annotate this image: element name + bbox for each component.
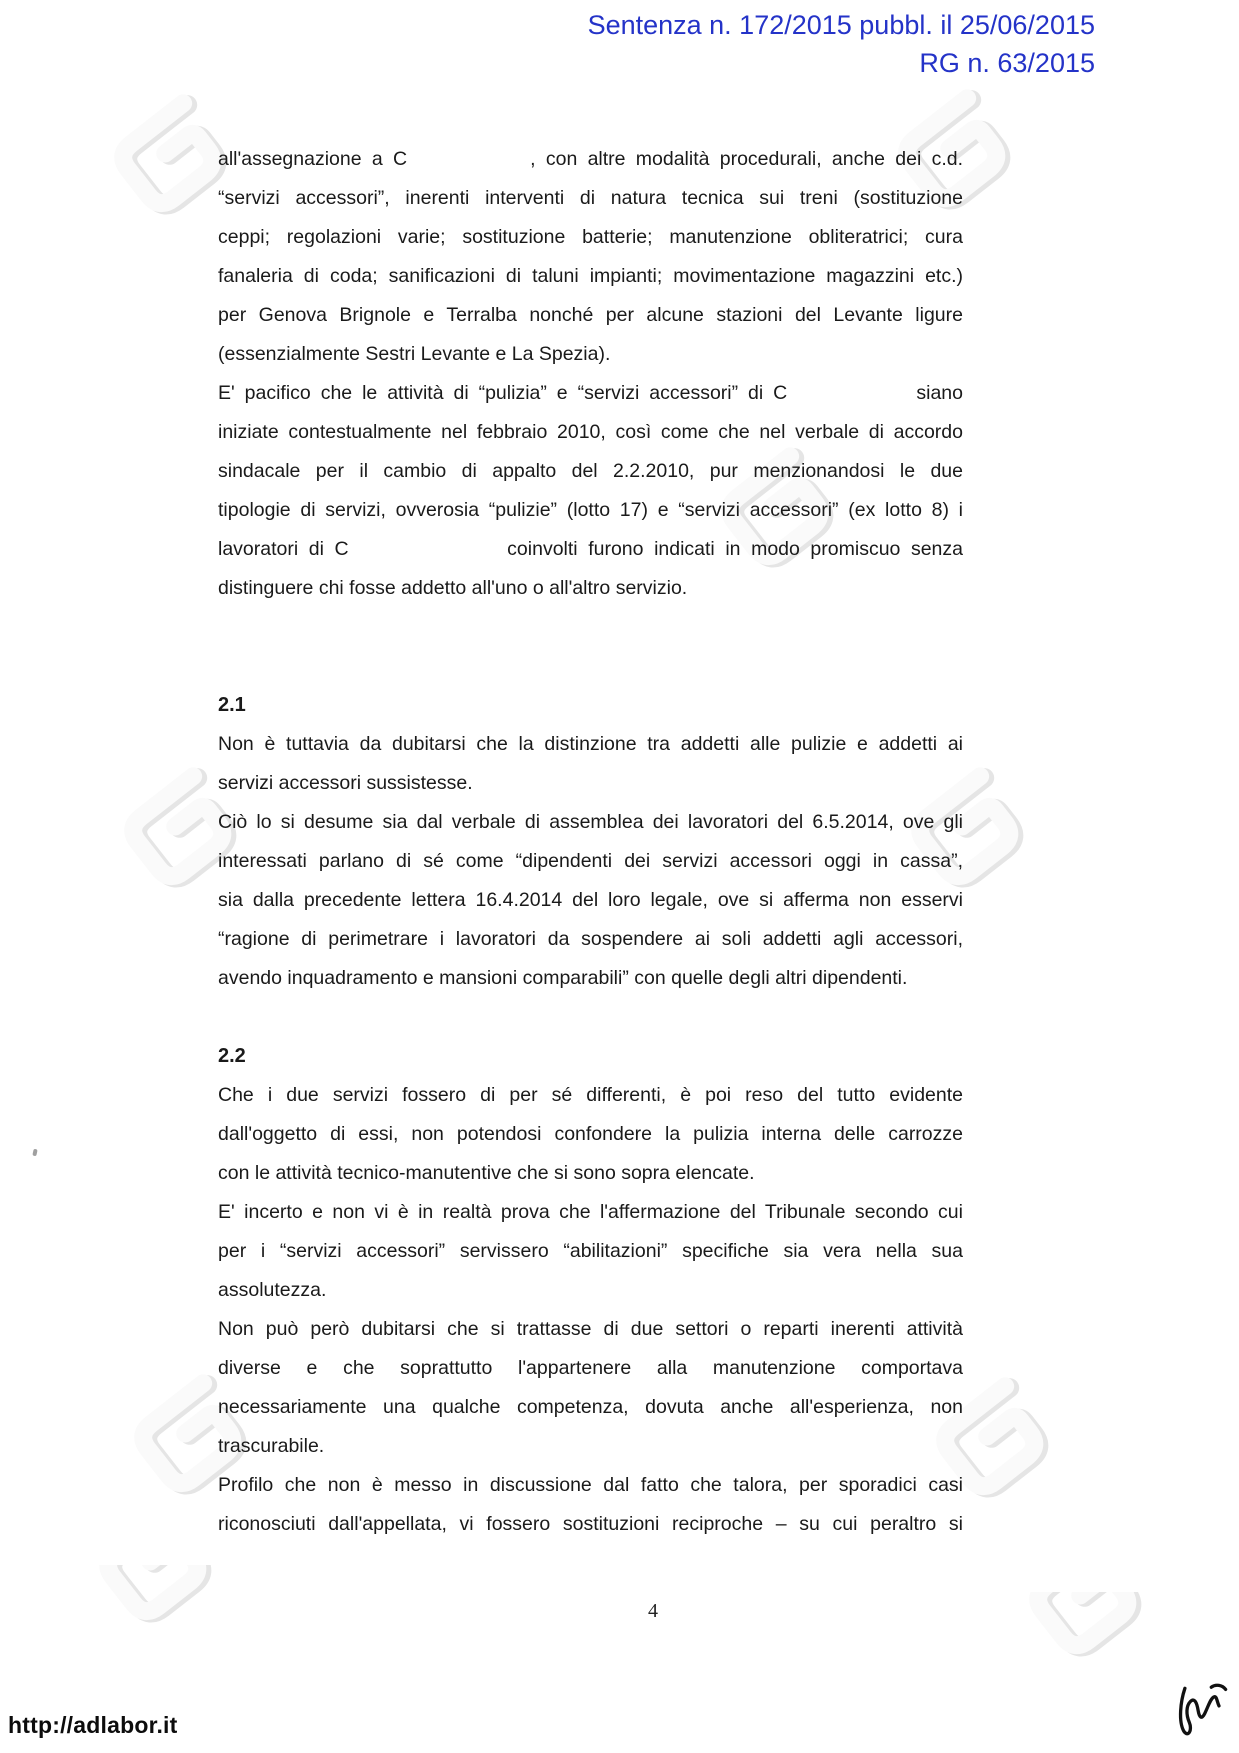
page-number: 4 (648, 1600, 658, 1622)
text-line: “servizi accessori”, inerenti interventi di natura tecnica sui treni (sostituzione (218, 187, 963, 209)
scan-speck (32, 1149, 37, 1157)
text-line: diverse e che soprattutto l'appartenere alla manutenzione comportava (218, 1357, 963, 1379)
text-line: per Genova Brignole e Terralba nonché per alcune stazioni del Levante ligure (218, 304, 963, 326)
sentenza-number-line: Sentenza n. 172/2015 pubbl. il 25/06/2015 (587, 10, 1095, 40)
court-stamp-header (588, 6, 1095, 82)
text-line: fanaleria di coda; sanificazioni di taluni impianti; movimentazione magazzini etc.) (218, 265, 963, 287)
text-line: per i “servizi accessori” servissero “abilitazioni” specifiche sia vera nella sua (218, 1240, 963, 1262)
text-line: interessati parlano di sé come “dipendenti dei servizi accessori oggi in cassa”, (218, 850, 963, 872)
handwritten-mark (1175, 1672, 1230, 1747)
text-line: dall'oggetto di essi, non potendosi confondere la pulizia interna delle carrozze (218, 1123, 963, 1145)
rg-number-line: RG n. 63/2015 (919, 48, 1095, 78)
g-logo-watermark-icon (1008, 1592, 1158, 1700)
text-line: avendo inquadramento e mansioni comparabili” con quelle degli altri dipendenti. (218, 967, 908, 989)
text-line: lavoratori di C coinvolti furono indicati in modo promiscuo senza (218, 538, 963, 560)
text-line: assolutezza. (218, 1279, 327, 1301)
section-heading: 2.2 (218, 1045, 246, 1067)
text-line: con le attività tecnico-manutentive che si sono sopra elencate. (218, 1162, 755, 1184)
text-line: sia dalla precedente lettera 16.4.2014 del loro legale, ove si afferma non esservi (218, 889, 963, 911)
text-line: E' incerto e non vi è in realtà prova che l'affermazione del Tribunale secondo cui (218, 1201, 963, 1223)
blank-lines (218, 608, 963, 686)
text-line: sindacale per il cambio di appalto del 2.2.2010, pur menzionandosi le due (218, 460, 963, 482)
text-line: (essenzialmente Sestri Levante e La Spezia). (218, 343, 611, 365)
source-url: http://adlabor.it (8, 1712, 178, 1738)
blank-lines (218, 998, 963, 1037)
text-line: all'assegnazione a C , con altre modalità procedurali, anche dei c.d. (218, 148, 963, 170)
text-line: Che i due servizi fossero di per sé differenti, è poi reso del tutto evidente (218, 1084, 963, 1106)
text-line: ceppi; regolazioni varie; sostituzione batterie; manutenzione obliteratrici; cura (218, 226, 963, 248)
text-line: servizi accessori sussistesse. (218, 772, 473, 794)
text-line: Ciò lo si desume sia dal verbale di assemblea dei lavoratori del 6.5.2014, ove gli (218, 811, 963, 833)
text-line: iniziate contestualmente nel febbraio 2010, così come che nel verbale di accordo (218, 421, 963, 443)
text-line: tipologie di servizi, ovverosia “pulizie” (lotto 17) e “servizi accessori” (ex lotto 8) i (218, 499, 963, 521)
text-line: Non è tuttavia da dubitarsi che la distinzione tra addetti alle pulizie e addetti ai (218, 733, 963, 755)
section-heading: 2.1 (218, 694, 246, 716)
g-logo-watermark-partial (78, 1565, 228, 1660)
g-logo-watermark-icon (78, 1565, 228, 1660)
text-line: necessariamente una qualche competenza, dovuta anche all'esperienza, non (218, 1396, 963, 1418)
text-line: Profilo che non è messo in discussione dal fatto che talora, per sporadici casi (218, 1474, 963, 1496)
text-line: distinguere chi fosse addetto all'uno o all'altro servizio. (218, 577, 688, 599)
text-line: riconosciuti dall'appellata, vi fossero sostituzioni reciproche – su cui peraltro si (218, 1513, 963, 1535)
g-logo-watermark-partial (1008, 1592, 1158, 1700)
text-line: E' pacifico che le attività di “pulizia” e “servizi accessori” di C siano (218, 382, 963, 404)
text-line: “ragione di perimetrare i lavoratori da sospendere ai soli addetti agli accessori, (218, 928, 963, 950)
text-line: Non può però dubitarsi che si trattasse di due settori o reparti inerenti attività (218, 1318, 963, 1340)
document-body (218, 140, 963, 1544)
text-line: trascurabile. (218, 1435, 325, 1457)
